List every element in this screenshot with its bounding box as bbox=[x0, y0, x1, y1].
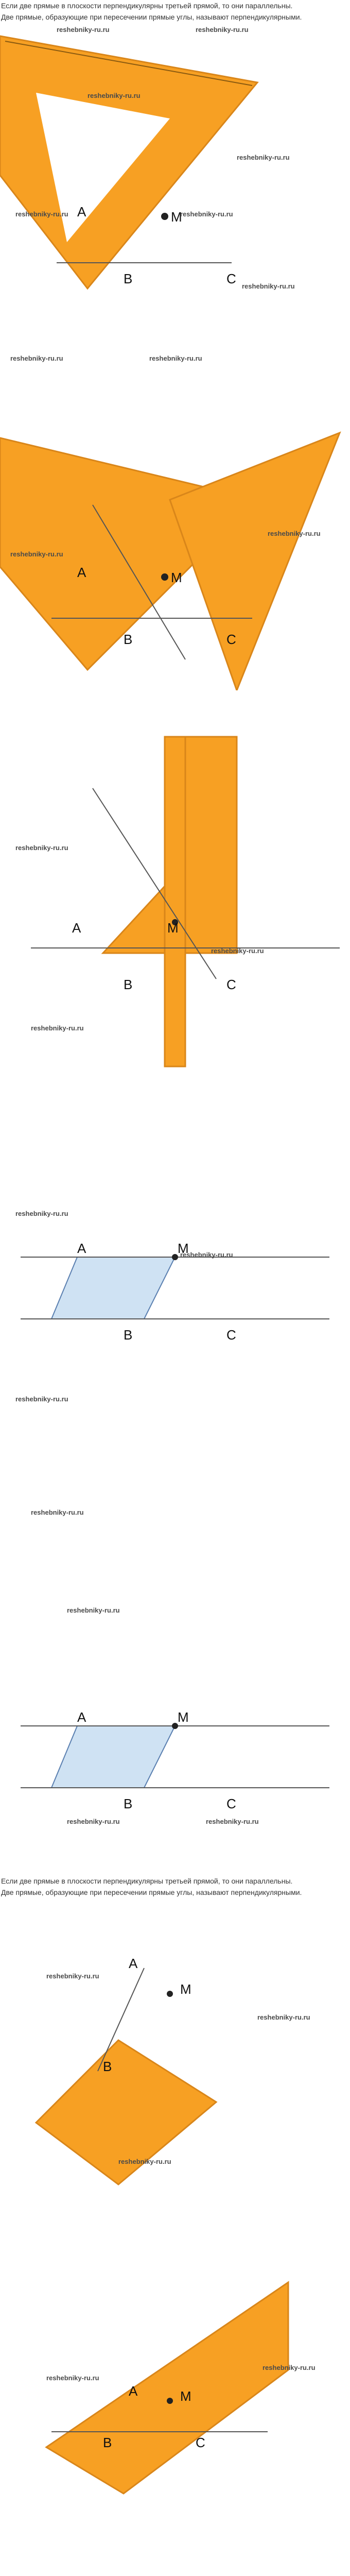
label-c-4: C bbox=[226, 1327, 236, 1343]
watermark: reshebniky-ru.ru bbox=[15, 210, 68, 218]
point-m-2 bbox=[161, 573, 168, 581]
figure-6 bbox=[0, 1917, 350, 2205]
watermark: reshebniky-ru.ru bbox=[67, 1818, 120, 1825]
caption-2 bbox=[1, 1875, 330, 1898]
watermark: reshebniky-ru.ru bbox=[15, 844, 68, 852]
label-a-3: A bbox=[72, 920, 81, 936]
caption-1 bbox=[1, 0, 330, 23]
watermark: reshebniky-ru.ru bbox=[180, 210, 233, 218]
caption-2-line-1: Если две прямые в плоскости перпендикулярны третьей прямой, то они параллельны. bbox=[1, 1877, 293, 1885]
label-c-7: C bbox=[196, 2435, 205, 2450]
watermark: reshebniky-ru.ru bbox=[262, 2364, 316, 2371]
label-m-4: M bbox=[178, 1241, 189, 1256]
label-c-3: C bbox=[226, 977, 236, 992]
watermark: reshebniky-ru.ru bbox=[118, 2158, 171, 2165]
label-b-7: B bbox=[103, 2435, 112, 2450]
label-a-2: A bbox=[77, 565, 86, 580]
watermark: reshebniky-ru.ru bbox=[15, 1210, 68, 1217]
watermark: reshebniky-ru.ru bbox=[10, 354, 63, 362]
watermark: reshebniky-ru.ru bbox=[67, 1606, 120, 1614]
label-b-5: B bbox=[124, 1796, 133, 1811]
parallelogram-4 bbox=[51, 1257, 175, 1319]
figure-3 bbox=[0, 711, 350, 1072]
parallelogram-5 bbox=[51, 1726, 175, 1788]
watermark: reshebniky-ru.ru bbox=[31, 1509, 84, 1516]
watermark: reshebniky-ru.ru bbox=[149, 354, 202, 362]
label-a-4: A bbox=[77, 1241, 86, 1256]
watermark: reshebniky-ru.ru bbox=[268, 530, 321, 537]
point-m-6 bbox=[167, 1991, 173, 1997]
watermark: reshebniky-ru.ru bbox=[237, 154, 290, 161]
label-b-6: B bbox=[103, 2059, 112, 2074]
watermark: reshebniky-ru.ru bbox=[87, 92, 141, 99]
figure-1 bbox=[0, 21, 350, 309]
set-square-3 bbox=[170, 433, 340, 690]
label-c-5: C bbox=[226, 1796, 236, 1811]
caption-1-line-2: Две прямые, образующие при пересечении прямые углы, называют перпендикулярными. bbox=[1, 13, 302, 21]
figure-4 bbox=[0, 1185, 350, 1546]
label-a-6: A bbox=[129, 1956, 138, 1971]
label-m-5: M bbox=[178, 1709, 189, 1725]
watermark: reshebniky-ru.ru bbox=[242, 282, 295, 290]
label-m-3: M bbox=[167, 920, 179, 936]
label-m-2: M bbox=[171, 570, 182, 585]
set-square-7 bbox=[46, 2282, 288, 2494]
watermark: reshebniky-ru.ru bbox=[211, 947, 264, 955]
watermark: reshebniky-ru.ru bbox=[57, 26, 110, 33]
figure-2 bbox=[0, 330, 350, 690]
caption-2-line-2: Две прямые, образующие при пересечении прямые углы, называют перпендикулярными. bbox=[1, 1888, 302, 1896]
label-m-6: M bbox=[180, 1981, 191, 1997]
label-m-1: M bbox=[171, 209, 182, 225]
watermark: reshebniky-ru.ru bbox=[206, 1818, 259, 1825]
label-b-1: B bbox=[124, 271, 133, 286]
label-m-7: M bbox=[180, 2388, 191, 2404]
watermark: reshebniky-ru.ru bbox=[180, 1251, 233, 1259]
watermark: reshebniky-ru.ru bbox=[196, 26, 249, 33]
figure-7 bbox=[0, 2215, 350, 2576]
watermark: reshebniky-ru.ru bbox=[15, 1395, 68, 1403]
label-b-3: B bbox=[124, 977, 133, 992]
watermark: reshebniky-ru.ru bbox=[46, 2374, 99, 2382]
label-a-1: A bbox=[77, 204, 86, 219]
label-a-5: A bbox=[77, 1709, 86, 1725]
watermark: reshebniky-ru.ru bbox=[31, 1024, 84, 1032]
ruler-4 bbox=[165, 737, 185, 1066]
point-m-1 bbox=[161, 213, 168, 220]
watermark: reshebniky-ru.ru bbox=[257, 2013, 310, 2021]
point-m-7 bbox=[167, 2398, 173, 2404]
label-b-4: B bbox=[124, 1327, 133, 1343]
watermark: reshebniky-ru.ru bbox=[46, 1972, 99, 1980]
label-c-1: C bbox=[226, 271, 236, 286]
caption-1-line-1: Если две прямые в плоскости перпендикулярны третьей прямой, то они параллельны. bbox=[1, 2, 293, 10]
watermark: reshebniky-ru.ru bbox=[10, 550, 63, 558]
figure-5 bbox=[0, 1571, 350, 1860]
label-c-2: C bbox=[226, 632, 236, 647]
label-a-7: A bbox=[129, 2383, 138, 2399]
label-b-2: B bbox=[124, 632, 133, 647]
